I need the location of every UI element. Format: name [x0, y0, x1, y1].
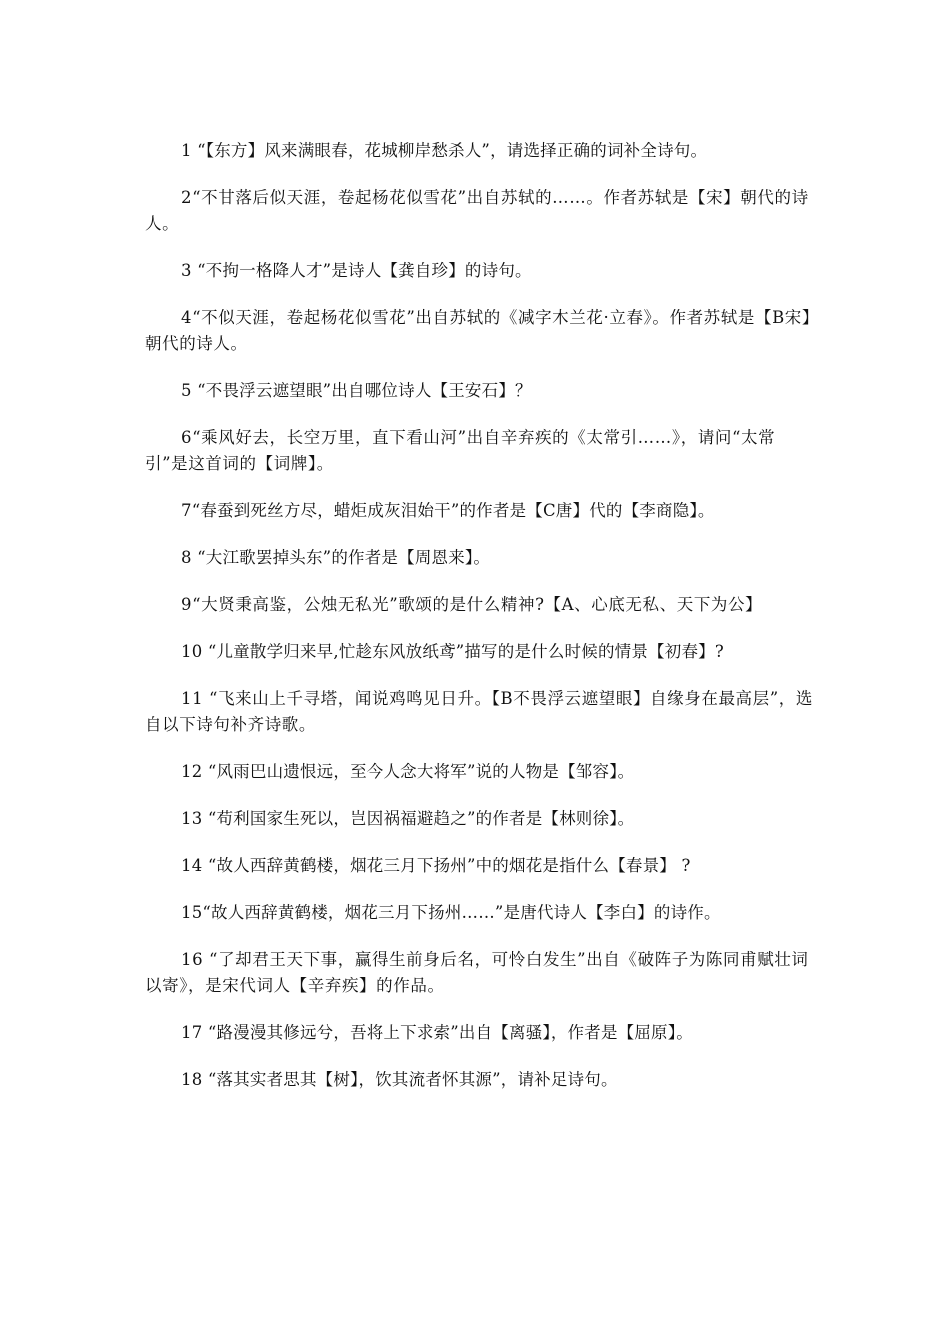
quiz-item-14: 14 “故人西辞黄鹤楼，烟花三月下扬州”中的烟花是指什么【春景】 ? [181, 856, 691, 875]
quiz-item-4: 4“不似天涯，卷起杨花似雪花”出自苏轼的《减字木兰花·立春》。作者苏轼是【B宋】朝代的诗人。 [145, 308, 811, 353]
quiz-item-2: 2“不甘落后似天涯，卷起杨花似雪花”出自苏轼的……。作者苏轼是【宋】朝代的诗人。 [145, 188, 809, 233]
quiz-item-7: 7“春蚕到死丝方尽，蜡炬成灰泪始干”的作者是【C唐】代的【李商隐】。 [181, 501, 715, 520]
quiz-item-18: 18 “落其实者思其【树】，饮其流者怀其源”，请补足诗句。 [181, 1070, 618, 1089]
quiz-item-10: 10 “儿童散学归来早,忙趁东风放纸鸢”描写的是什么时候的情景【初春】? [181, 642, 724, 661]
quiz-item-8: 8 “大江歌罢掉头东”的作者是【周恩来】。 [181, 548, 491, 567]
document-body [145, 138, 813, 1114]
quiz-item-6: 6“乘风好去，长空万里，直下看山河”出自辛弃疾的《太常引……》，请问“太常引”是这首词的【词牌】。 [145, 428, 776, 473]
quiz-item-17: 17 “路漫漫其修远兮，吾将上下求索”出自【离骚】，作者是【屈原】。 [181, 1023, 693, 1042]
quiz-item-12: 12 “风雨巴山遗恨远，至今人念大将军”说的人物是【邹容】。 [181, 762, 635, 781]
quiz-item-11: 11 “飞来山上千寻塔，闻说鸡鸣见日升。【B不畏浮云遮望眼】自缘身在最高层”，选自以下诗句补齐诗歌。 [145, 689, 813, 734]
quiz-item-16: 16 “了却君王天下事，赢得生前身后名，可怜白发生”出自《破阵子为陈同甫赋壮词以寄》，是宋代词人【辛弃疾】的作品。 [145, 950, 809, 995]
quiz-item-15: 15“故人西辞黄鹤楼，烟花三月下扬州……”是唐代诗人【李白】的诗作。 [181, 903, 721, 922]
quiz-item-1: 1 “【东方】风来满眼春，花城柳岸愁杀人”，请选择正确的词补全诗句。 [181, 141, 708, 160]
quiz-item-13: 13 “苟利国家生死以，岂因祸福避趋之”的作者是【林则徐】。 [181, 809, 635, 828]
quiz-item-9: 9“大贤秉高鉴，公烛无私光”歌颂的是什么精神?【A、心底无私、天下为公】 [181, 595, 763, 614]
quiz-item-5: 5 “不畏浮云遮望眼”出自哪位诗人【王安石】？ [181, 381, 532, 400]
quiz-item-3: 3 “不拘一格降人才”是诗人【龚自珍】的诗句。 [181, 261, 532, 280]
